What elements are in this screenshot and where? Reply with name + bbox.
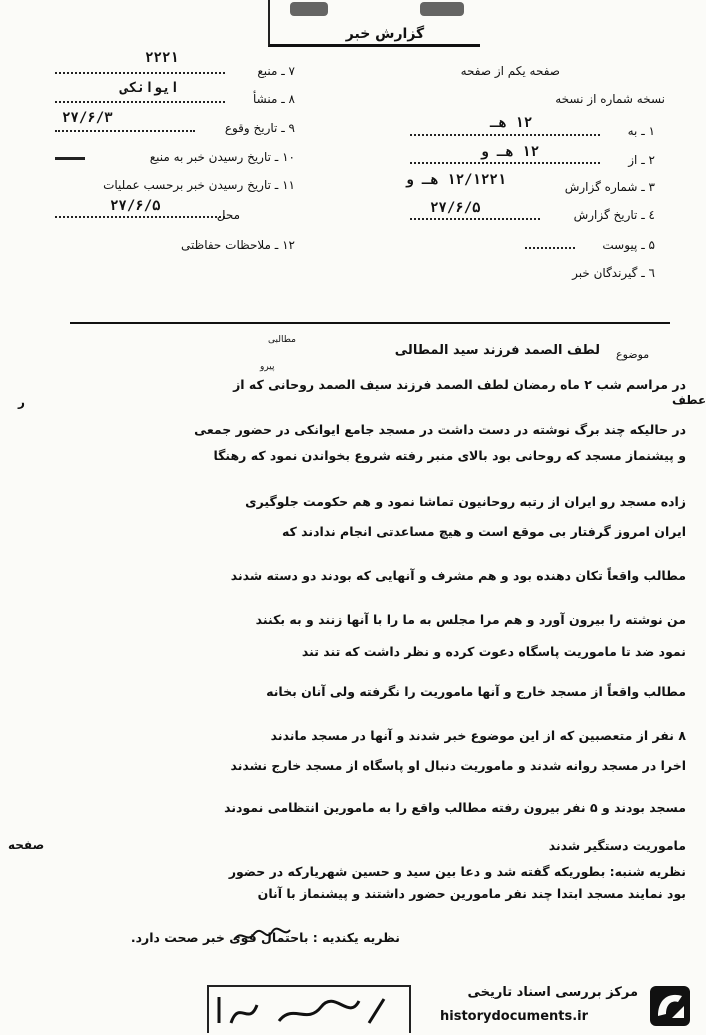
received-ops-label: ۱۱ ـ تاریخ رسیدن خبر برحسب عملیات — [103, 178, 295, 192]
signature-mark — [232, 924, 292, 946]
report-date-dots — [410, 218, 540, 220]
page-line: صفحه یکم از صفحه — [460, 64, 560, 78]
header-divider — [70, 322, 670, 324]
copy-line: نسخه شماره از نسخه — [555, 92, 665, 106]
event-date-value: ۲۷/۶/۳ — [62, 110, 113, 126]
margin-mark-mid: صفحه — [8, 838, 45, 852]
received-source-dots — [55, 157, 85, 160]
watermark-url: historydocuments.ir — [440, 1009, 589, 1024]
event-date-dots — [55, 130, 195, 132]
body-line: اخرا در مسجد روانه شدند و ماموریت دنبال او پاسگاه از مسجد خارج نشدند — [230, 758, 686, 773]
body-line: نمود ضد تا ماموریت پاسگاه دعوت کرده و نظر داشت که تند تند — [301, 644, 686, 659]
notes-label: ۱۲ ـ ملاحظات حفاظتی — [181, 238, 295, 252]
body-line: ایران امروز گرفتار بی موقع است و هیچ مساعدتی انجام ندادند که — [281, 524, 686, 539]
origin-label: ۸ ـ منشأ — [252, 92, 295, 106]
margin-mark-left: ر — [18, 395, 25, 409]
subject-label: موضوع — [616, 348, 650, 361]
attachment-dots — [525, 247, 575, 249]
archive-logo-icon — [650, 986, 690, 1026]
body-line: نظریه شنبه: بطوریکه گفته شد و دعا بین سید و حسین شهریارکه در حضور — [228, 864, 686, 879]
subject-text: لطف الصمد فرزند سید المطالی — [394, 343, 600, 358]
origin-dots — [55, 101, 225, 103]
report-no-label: ۳ ـ شماره گزارش — [564, 180, 655, 194]
body-line: و پیشنماز مسجد که روحانی بود بالای منبر رفته شروع بخواندن نمود که رهنگا — [213, 448, 686, 463]
received-source-label: ۱۰ ـ تاریخ رسیدن خبر به منبع — [149, 150, 295, 164]
ink-blot — [420, 2, 464, 16]
body-line: مطالب واقعاً از مسجد خارج و آنها ماموریت را نگرفته ولی آنان بخانه — [266, 684, 686, 699]
place-label: محل — [216, 208, 240, 222]
place-dots — [55, 216, 225, 218]
body-line: من نوشته را بیرون آورد و هم مرا مجلس به ما را با آنها زنند و به بکنند — [255, 612, 686, 627]
to-label: ۱ ـ به — [627, 124, 655, 138]
margin-mark-top: عطف — [672, 393, 706, 407]
report-date-value: ۲۷/۶/۵ — [430, 200, 481, 216]
to-value: ۱۲ هـ — [490, 115, 533, 131]
body-line: مطالب واقعاً تکان دهنده بود و هم مشرف و آنهایی که بودند دو دسته شدند — [230, 568, 686, 583]
body-line: ماموریت دستگیر شدند — [548, 838, 686, 853]
body-line: زاده مسجد رو ایران از رتبه روحانیون تماشا نمود و هم حکومت جلوگیری — [245, 494, 686, 509]
watermark-name: مرکز بررسی اسناد تاریخی — [467, 985, 638, 1000]
body-line: در مراسم شب ۲ ماه رمضان لطف الصمد فرزند سیف الصمد روحانی که از — [233, 377, 686, 392]
to-dots — [410, 134, 600, 136]
from-dots — [410, 162, 600, 164]
body-line: در حالیکه چند برگ نوشته در دست داشت در مسجد جامع ایوانکی در حضور جمعی — [194, 422, 686, 437]
recipients-label: ٦ ـ گیرندگان خبر — [572, 266, 655, 280]
place-value: ۲۷/۶/۵ — [110, 198, 161, 214]
bottom-stamp — [207, 985, 411, 1033]
ink-blot — [290, 2, 328, 16]
subject-note-bottom: پیرو — [260, 362, 275, 372]
body-line: ۸ نفر از متعصبین که از این موضوع خبر شدند و آنها در مسجد ماندند — [270, 728, 686, 743]
body-line: نظریه یکندیه : باحتمال قوی خبر صحت دارد. — [130, 930, 400, 945]
event-date-label: ۹ ـ تاریخ وقوع — [224, 121, 295, 135]
from-value: ۱۲ هـ و — [480, 144, 540, 160]
subject-note-top: مطالبی — [268, 335, 296, 345]
attachment-label: ۵ ـ پیوست — [602, 238, 655, 252]
stamp-scribble — [209, 987, 405, 1031]
source-value: ۲۲۲۱ — [145, 50, 179, 66]
source-dots — [55, 72, 225, 74]
report-date-label: ٤ ـ تاریخ گزارش — [573, 208, 655, 222]
body-line: بود نمایند مسجد ابتدا چند نفر مامورین حضور داشتند و پیشنماز با آنان — [257, 886, 686, 901]
document-title: گزارش خبر — [345, 26, 425, 42]
from-label: ۲ ـ از — [628, 153, 655, 167]
report-no-value: ۱۲/۱۲۲۱ هـ و — [405, 172, 507, 188]
source-label: ۷ ـ منبع — [257, 64, 295, 78]
body-line: مسجد بودند و ۵ نفر بیرون رفته مطالب واقع را به مامورین انتظامی نمودند — [224, 800, 686, 815]
origin-value: ایوانکی — [120, 80, 180, 96]
